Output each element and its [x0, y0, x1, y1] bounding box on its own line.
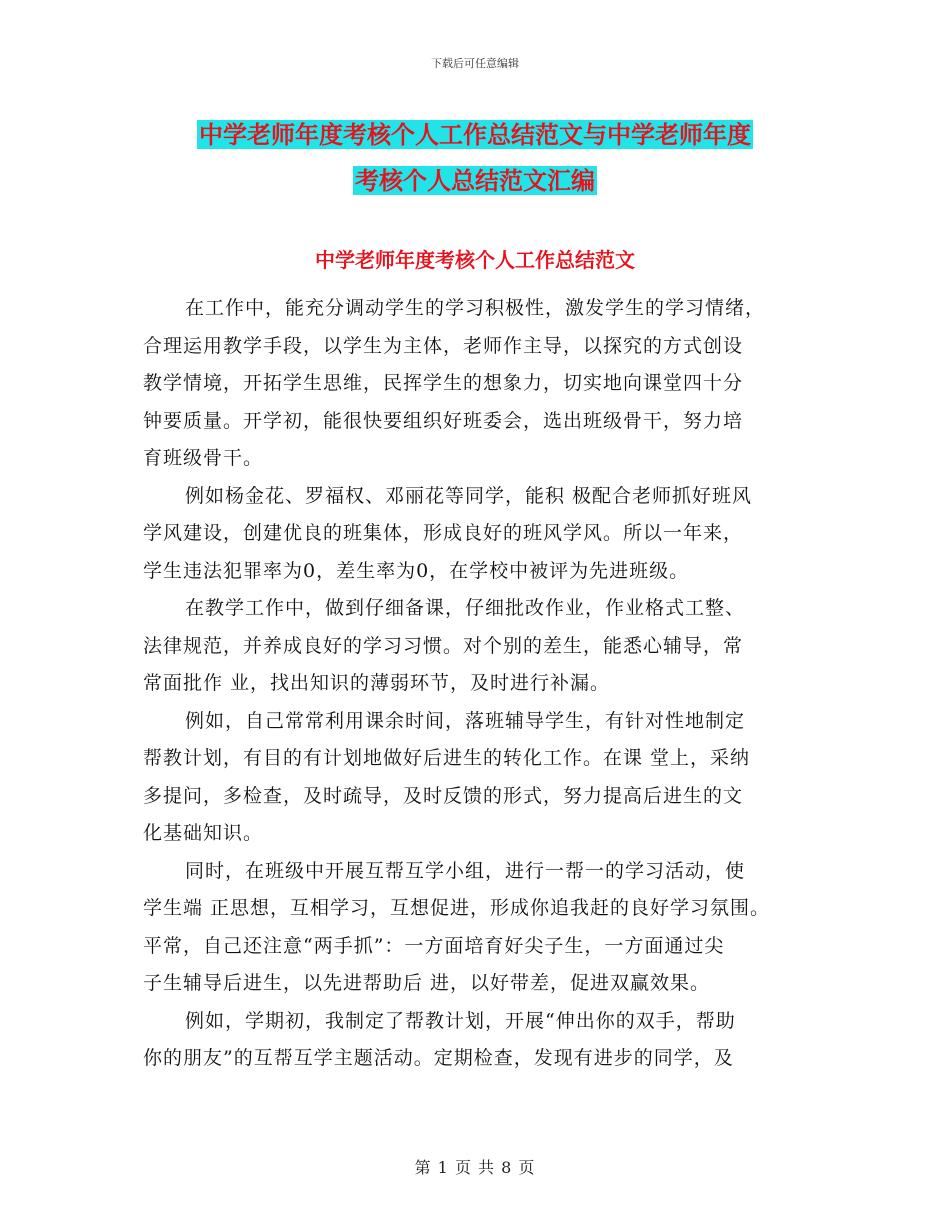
paragraph: [143, 853, 823, 1003]
text-line: 例如，自己常常利用课余时间，落班辅导学生，有针对性地制定: [185, 709, 746, 732]
text-line: 例如，学期初，我制定了帮教计划，开展“伸出你的双手，帮助: [185, 1009, 736, 1032]
title-line-1: 中学老师年度考核个人工作总结范文与中学老师年度: [199, 120, 751, 149]
paragraph: [143, 478, 823, 591]
text-line: 同时，在班级中开展互帮互学小组，进行一帮一的学习活动，使: [185, 859, 746, 882]
text-line: 帮教计划，有目的有计划地做好后进生的转化工作。在课 堂上，采纳: [143, 747, 751, 769]
text-line: 子生辅导后进生，以先进帮助后 进，以好带差，促进双赢效果。: [143, 972, 711, 994]
text-line: 多提问，多检查，及时疏导，及时反馈的形式，努力提高后进生的文: [143, 784, 744, 807]
paragraph: [143, 703, 823, 853]
paragraph: [143, 1003, 823, 1078]
text-line: 学生端 正思想，互相学习，互想促进，形成你追我赶的良好学习氛围。: [143, 897, 771, 919]
body-text: [143, 290, 823, 1078]
text-line: 法律规范，并养成良好的学习习惯。对个别的差生，能悉心辅导，常: [143, 634, 744, 657]
text-line: 你的朋友”的互帮互学主题活动。定期检查，发现有进步的同学，及: [143, 1047, 734, 1069]
paragraph: [143, 290, 823, 478]
page-header-note: 下载后可任意编辑: [431, 57, 519, 70]
text-line: 例如杨金花、罗福权、邓丽花等同学，能积 极配合老师抓好班风: [185, 484, 753, 507]
text-line: 化基础知识。: [143, 822, 264, 844]
section-title: 中学老师年度考核个人工作总结范文: [315, 248, 635, 272]
text-line: 教学情境，开拓学生思维，民挥学生的想象力，切实地向课堂四十分: [143, 372, 744, 394]
text-line: 学风建设，创建优良的班集体，形成良好的班风学风。所以一年来，: [143, 522, 744, 544]
text-line: 常面批作 业，找出知识的薄弱环节，及时进行补漏。: [143, 672, 611, 694]
text-line: 学生违法犯罪率为0，差生率为0，在学校中被评为先进班级。: [143, 559, 690, 582]
text-line: 合理运用教学手段，以学生为主体，老师作主导，以探究的方式创设: [143, 334, 744, 357]
text-line: 平常，自己还注意“两手抓”：一方面培育好尖子生，一方面通过尖: [143, 934, 725, 957]
text-line: 在工作中，能充分调动学生的学习积极性，激发学生的学习情绪，: [185, 297, 766, 319]
text-line: 育班级骨干。: [143, 447, 264, 469]
title-line-2: 考核个人总结范文汇编: [355, 166, 595, 195]
document-title: [0, 112, 950, 204]
page-number: 第 1 页 共 8 页: [414, 1158, 536, 1177]
text-line: 钟要质量。开学初，能很快要组织好班委会，选出班级骨干，努力培: [143, 409, 744, 432]
paragraph: [143, 590, 823, 703]
text-line: 在教学工作中，做到仔细备课，仔细批改作业，作业格式工整、: [185, 597, 746, 619]
